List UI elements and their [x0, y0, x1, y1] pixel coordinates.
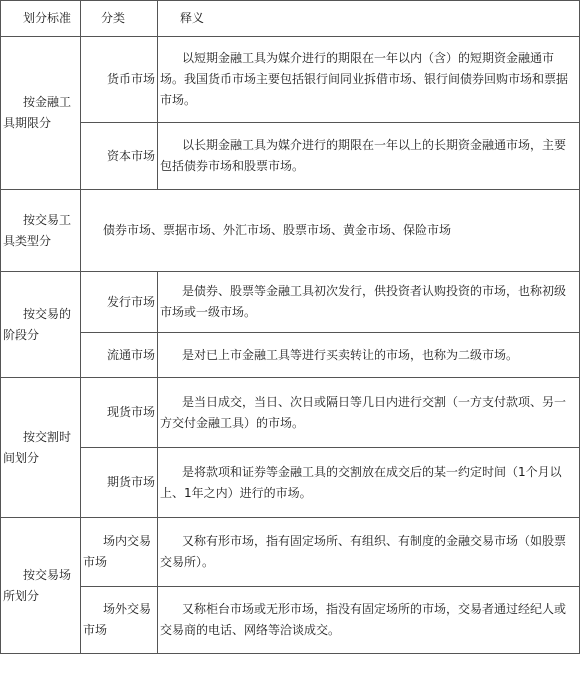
table-row: [1, 37, 580, 123]
standard-cell: 按交易的阶段分: [1, 272, 81, 378]
category-cell: 流通市场: [81, 333, 158, 378]
standard-cell: 按交易场所划分: [1, 518, 81, 654]
standard-cell: 按金融工具期限分: [1, 37, 81, 190]
header-row: [1, 1, 580, 37]
category-cell: 场外交易市场: [81, 587, 158, 654]
category-cell: 场内交易市场: [81, 518, 158, 587]
merged-cell: 债券市场、票据市场、外汇市场、股票市场、黄金市场、保险市场: [81, 190, 580, 272]
definition-cell: 是将款项和证券等金融工具的交割放在成交后的某一约定时间（1个月以上、1年之内）进行的市场。: [158, 448, 580, 518]
header-standard: 划分标准: [1, 1, 81, 37]
category-cell: 货币市场: [81, 37, 158, 123]
definition-cell: 以短期金融工具为媒介进行的期限在一年以内（含）的短期资金融通市场。我国货币市场主要包括银行间同业拆借市场、银行间债券回购市场和票据市场。: [158, 37, 580, 123]
category-cell: 发行市场: [81, 272, 158, 333]
category-cell: 期货市场: [81, 448, 158, 518]
category-cell: 现货市场: [81, 378, 158, 448]
header-category: 分类: [81, 1, 158, 37]
table-row: [1, 333, 580, 378]
standard-cell: 按交易工具类型分: [1, 190, 81, 272]
header-definition: 释义: [158, 1, 580, 37]
table-row: [1, 378, 580, 448]
table-row: [1, 272, 580, 333]
table-row: [1, 123, 580, 190]
table-row: [1, 587, 580, 654]
table-row: [1, 518, 580, 587]
definition-cell: 以长期金融工具为媒介进行的期限在一年以上的长期资金融通市场，主要包括债券市场和股票市场。: [158, 123, 580, 190]
table-row: [1, 448, 580, 518]
definition-cell: 是对已上市金融工具等进行买卖转让的市场，也称为二级市场。: [158, 333, 580, 378]
definition-cell: 又称有形市场，指有固定场所、有组织、有制度的金融交易市场（如股票交易所）。: [158, 518, 580, 587]
definition-cell: 又称柜台市场或无形市场，指没有固定场所的市场，交易者通过经纪人或交易商的电话、网络等洽谈成交。: [158, 587, 580, 654]
table-row: [1, 190, 580, 272]
standard-cell: 按交割时间划分: [1, 378, 81, 518]
definition-cell: 是债券、股票等金融工具初次发行，供投资者认购投资的市场，也称初级市场或一级市场。: [158, 272, 580, 333]
definition-cell: 是当日成交，当日、次日或隔日等几日内进行交割（一方支付款项、另一方交付金融工具）的市场。: [158, 378, 580, 448]
category-cell: 资本市场: [81, 123, 158, 190]
